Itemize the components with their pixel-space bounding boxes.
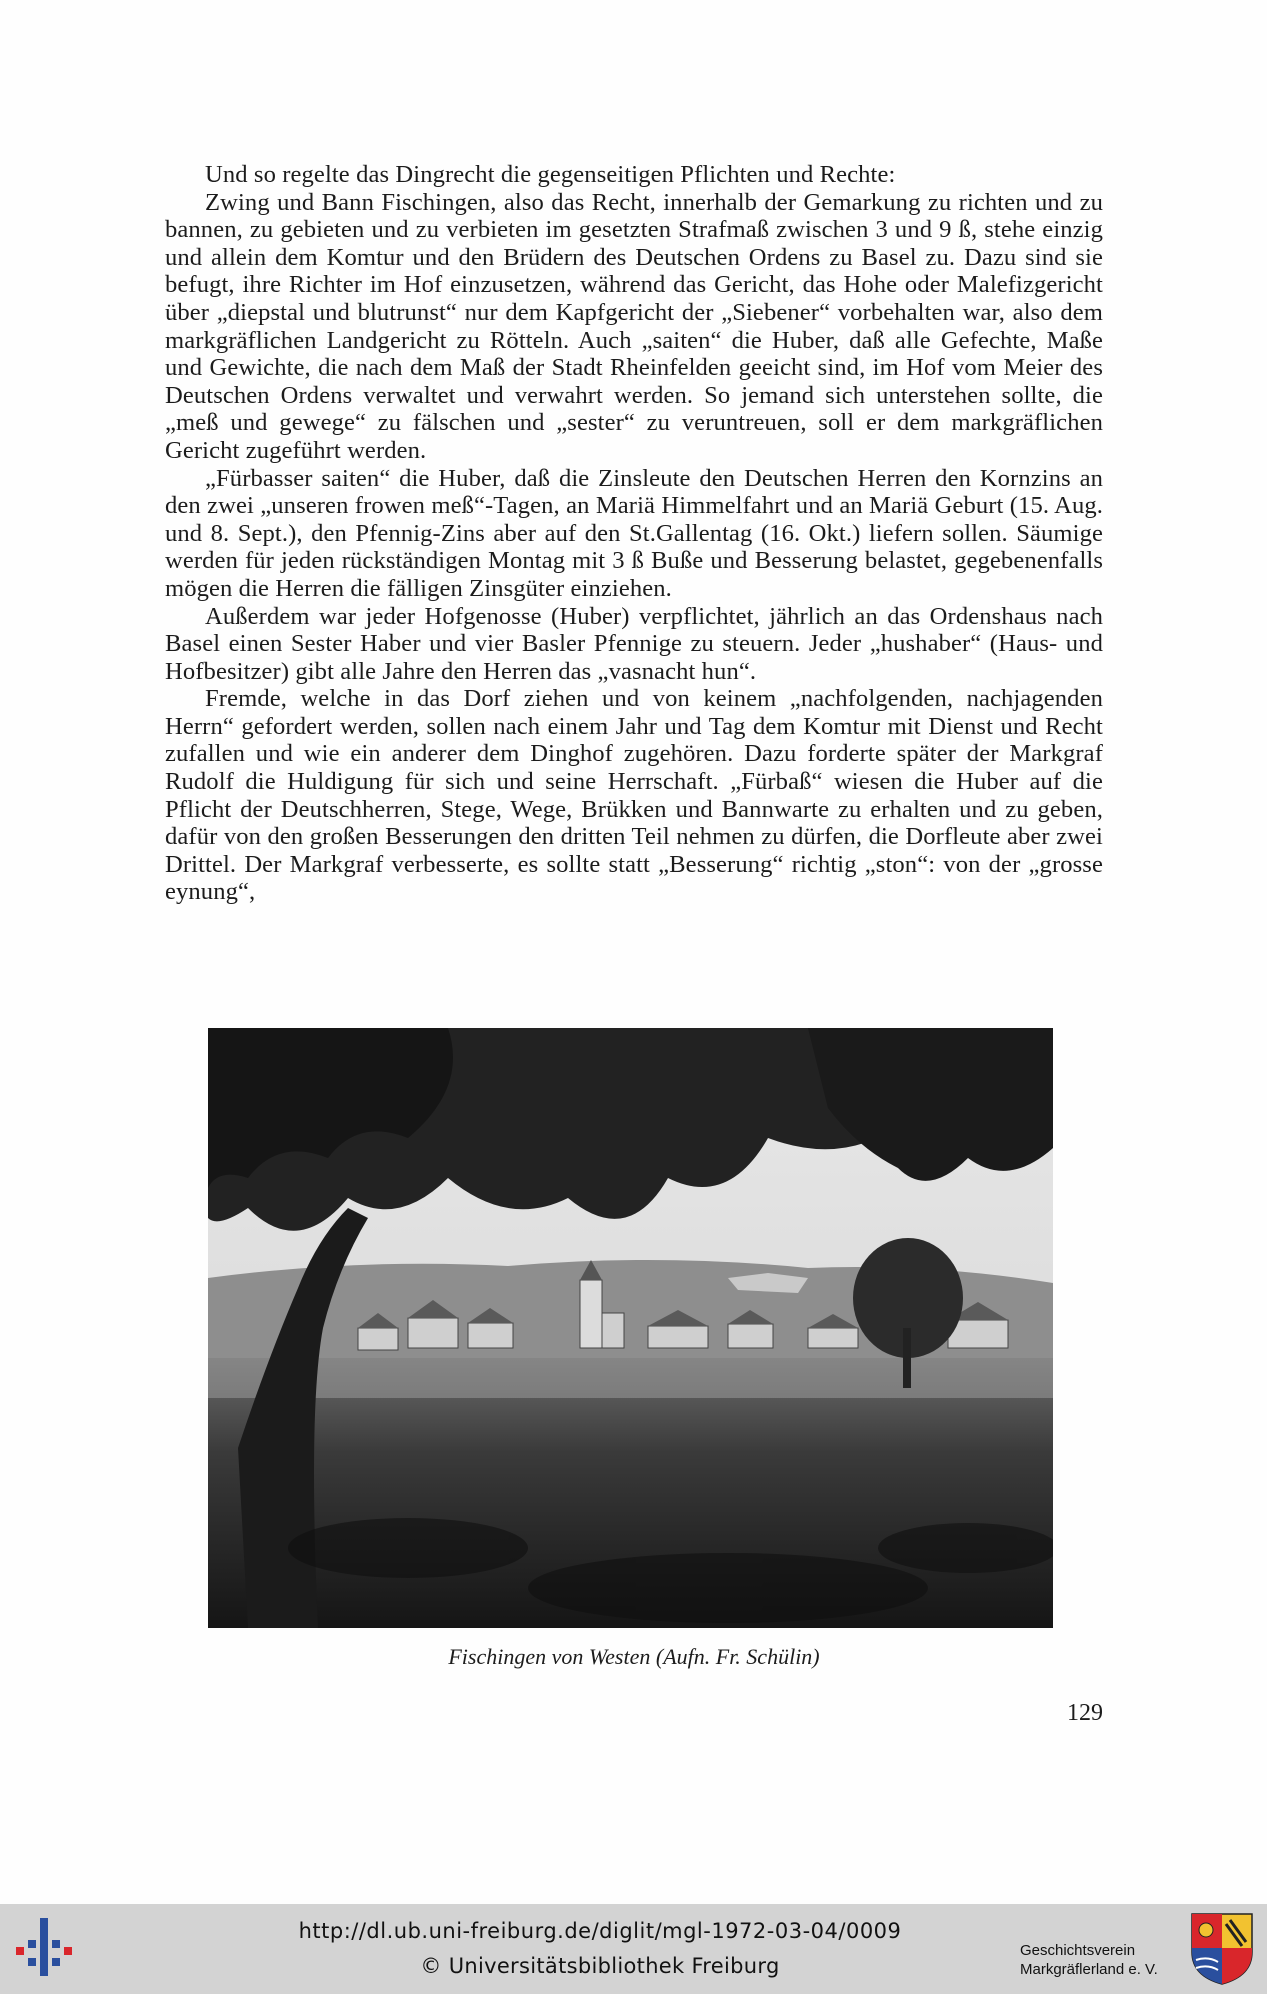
body-text xyxy=(165,161,1103,906)
document-link[interactable]: http://dl.ub.uni-freiburg.de/diglit/mgl-1972-03-04/0009 xyxy=(298,1919,902,1943)
village-photograph xyxy=(208,1028,1053,1628)
society-line-2: Markgräflerland e. V. xyxy=(1020,1961,1158,1978)
photo-illustration xyxy=(208,1028,1053,1628)
society-line-1: Geschichtsverein xyxy=(1020,1942,1136,1959)
document-url[interactable] xyxy=(250,1919,950,1943)
paragraph: Fremde, welche in das Dorf ziehen und von keinem „nachfolgenden, nachjagenden Herrn“ gefordert werden, sollen nach einem Jahr und Tag dem Komtur mit Dienst und Recht zufallen und wie ein anderer dem Dinghof zugehören. Dazu forderte später der Markgraf Rudolf die Huldigung für sich und seine Herrschaft. „Fürbaß“ wiesen die Huber auf die Pflicht der Deutschherren, Stege, Wege, Brükken und Bannwarte zu erhalten und zu geben, dafür von den großen Besserungen den dritten Teil nehmen zu dürfen, die Dorfleute aber zwei Drittel. Der Markgraf verbesserte, es sollte statt „Besserung“ richtig „ston“: von der „grosse eynung“, xyxy=(165,685,1103,906)
paragraph: Und so regelte das Dingrecht die gegenseitigen Pflichten und Rechte: xyxy=(205,161,896,188)
photo-caption: Fischingen von Westen (Aufn. Fr. Schülin) xyxy=(448,1644,820,1669)
copyright-notice: © Universitätsbibliothek Freiburg xyxy=(420,1954,780,1978)
paragraph: „Fürbasser saiten“ die Huber, daß die Zinsleute den Deutschen Herren den Kornzins an den zwei „unseren frowen meß“-Tagen, an Mariä Himmelfahrt und an Mariä Geburt (15. Aug. und 8. Sept.), den Pfennig-Zins aber auf den St.Gallentag (16. Okt.) liefern sollen. Säumige werden für jeden rückständigen Montag mit 3 ß Buße und Besserung belastet, gegebenenfalls mögen die Herren die fälligen Zinsgüter einziehen. xyxy=(165,464,1103,602)
footer-bar xyxy=(0,1904,1267,1994)
coat-of-arms-icon[interactable] xyxy=(1190,1912,1254,1986)
page-number: 129 xyxy=(1067,1700,1103,1726)
society-name xyxy=(1020,1941,1190,1979)
paragraph: Zwing und Bann Fischingen, also das Recht, innerhalb der Gemarkung zu richten und zu bannen, zu gebieten und zu verbieten im gesetzten Strafmaß zwischen 3 und 9 ß, stehe einzig und allein dem Komtur und den Brüdern des Deutschen Ordens zu Basel zu. Dazu sind sie befugt, ihre Richter im Hof einzusetzen, während das Gericht, das Hohe oder Malefizgericht über „diepstal und blutrunst“ nur dem Kapfgericht der „Siebener“ vorbehalten war, also dem markgräflichen Landgericht zu Rötteln. Auch „saiten“ die Huber, daß alle Gefechte, Maße und Gewichte, die nach dem Maß der Stadt Rheinfelden geeicht sind, im Hof vom Meier des Deutschen Ordens verwaltet und verwahrt werden. So jemand sich unterstehen sollte, die „meß und gewege“ zu fälschen und „sester“ zu veruntreuen, soll er dem markgräflichen Gericht zugeführt werden. xyxy=(165,188,1103,464)
ub-freiburg-logo-icon[interactable] xyxy=(14,1914,84,1980)
paragraph: Außerdem war jeder Hofgenosse (Huber) verpflichtet, jährlich an das Ordenshaus nach Basel einen Sester Haber und vier Basler Pfennige zu steuern. Jeder „hushaber“ (Haus- und Hofbesitzer) gibt alle Jahre den Herren das „vasnacht hun“. xyxy=(165,602,1103,685)
